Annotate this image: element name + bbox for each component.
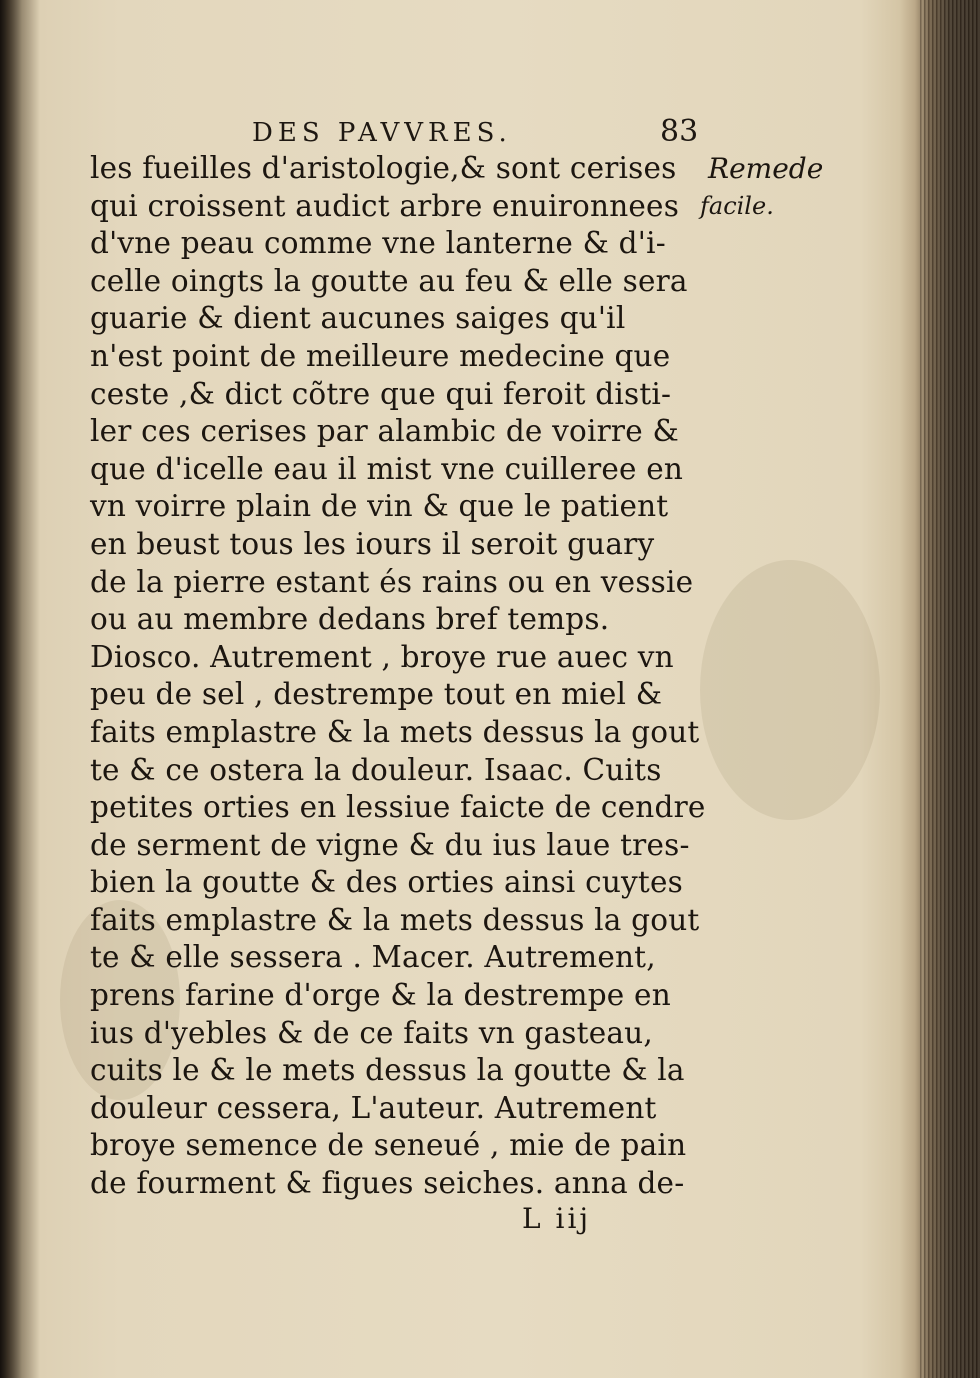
text-line: cuits le & le mets dessus la goutte & la	[90, 1053, 685, 1088]
signature-mark: L iij	[522, 1202, 592, 1235]
body-text	[90, 150, 710, 1203]
text-line: Diosco. Autrement , broye rue auec vn	[90, 639, 674, 674]
running-head	[92, 112, 699, 152]
text-line: broye semence de seneué , mie de pain	[90, 1128, 687, 1163]
text-line: ius d'yebles & de ce faits vn gasteau,	[90, 1015, 653, 1050]
paper-stain	[700, 560, 880, 820]
margin-note-remede: Remede	[708, 152, 824, 185]
margin-note-facile: facile.	[700, 192, 774, 220]
text-line: peu de sel , destrempe tout en miel &	[90, 677, 663, 712]
text-line: douleur cessera, L'auteur. Autrement	[90, 1090, 657, 1125]
gutter-shadow	[0, 0, 40, 1378]
page-number: 83	[660, 114, 699, 149]
text-line: petites orties en lessiue faicte de cendre	[90, 790, 706, 825]
text-line: faits emplastre & la mets dessus la gout	[90, 902, 700, 937]
text-line: te & ce ostera la douleur. Isaac. Cuits	[90, 752, 662, 787]
text-line: prens farine d'orge & la destrempe en	[90, 978, 671, 1013]
text-line: ceste ,& dict cõtre que qui feroit disti-	[90, 376, 672, 411]
text-line: celle oingts la goutte au feu & elle sera	[90, 263, 688, 298]
text-line: te & elle sessera . Macer. Autrement,	[90, 940, 656, 975]
text-line: en beust tous les iours il seroit guary	[90, 526, 655, 561]
page-edges	[920, 0, 980, 1378]
text-line: les fueilles d'aristologie,& sont cerises	[90, 151, 677, 185]
running-head-title: DES PAVVRES.	[252, 118, 512, 148]
text-line: ler ces cerises par alambic de voirre &	[90, 414, 679, 449]
text-line: ou au membre dedans bref temps.	[90, 602, 610, 637]
text-line: de serment de vigne & du ius laue tres-	[90, 827, 690, 862]
text-line: de fourment & figues seiches. anna de-	[90, 1166, 685, 1201]
text-line: guarie & dient aucunes saiges qu'il	[90, 301, 626, 336]
text-line: faits emplastre & la mets dessus la gout	[90, 714, 700, 749]
text-line: d'vne peau comme vne lanterne & d'i-	[90, 226, 666, 261]
text-line: qui croissent audict arbre enuironnees	[90, 188, 680, 223]
text-line: n'est point de meilleure medecine que	[90, 338, 671, 373]
text-line: vn voirre plain de vin & que le patient	[90, 489, 669, 524]
text-line: de la pierre estant és rains ou en vessie	[90, 564, 694, 599]
text-line: bien la goutte & des orties ainsi cuytes	[90, 865, 683, 900]
text-line: que d'icelle eau il mist vne cuilleree en	[90, 451, 684, 486]
